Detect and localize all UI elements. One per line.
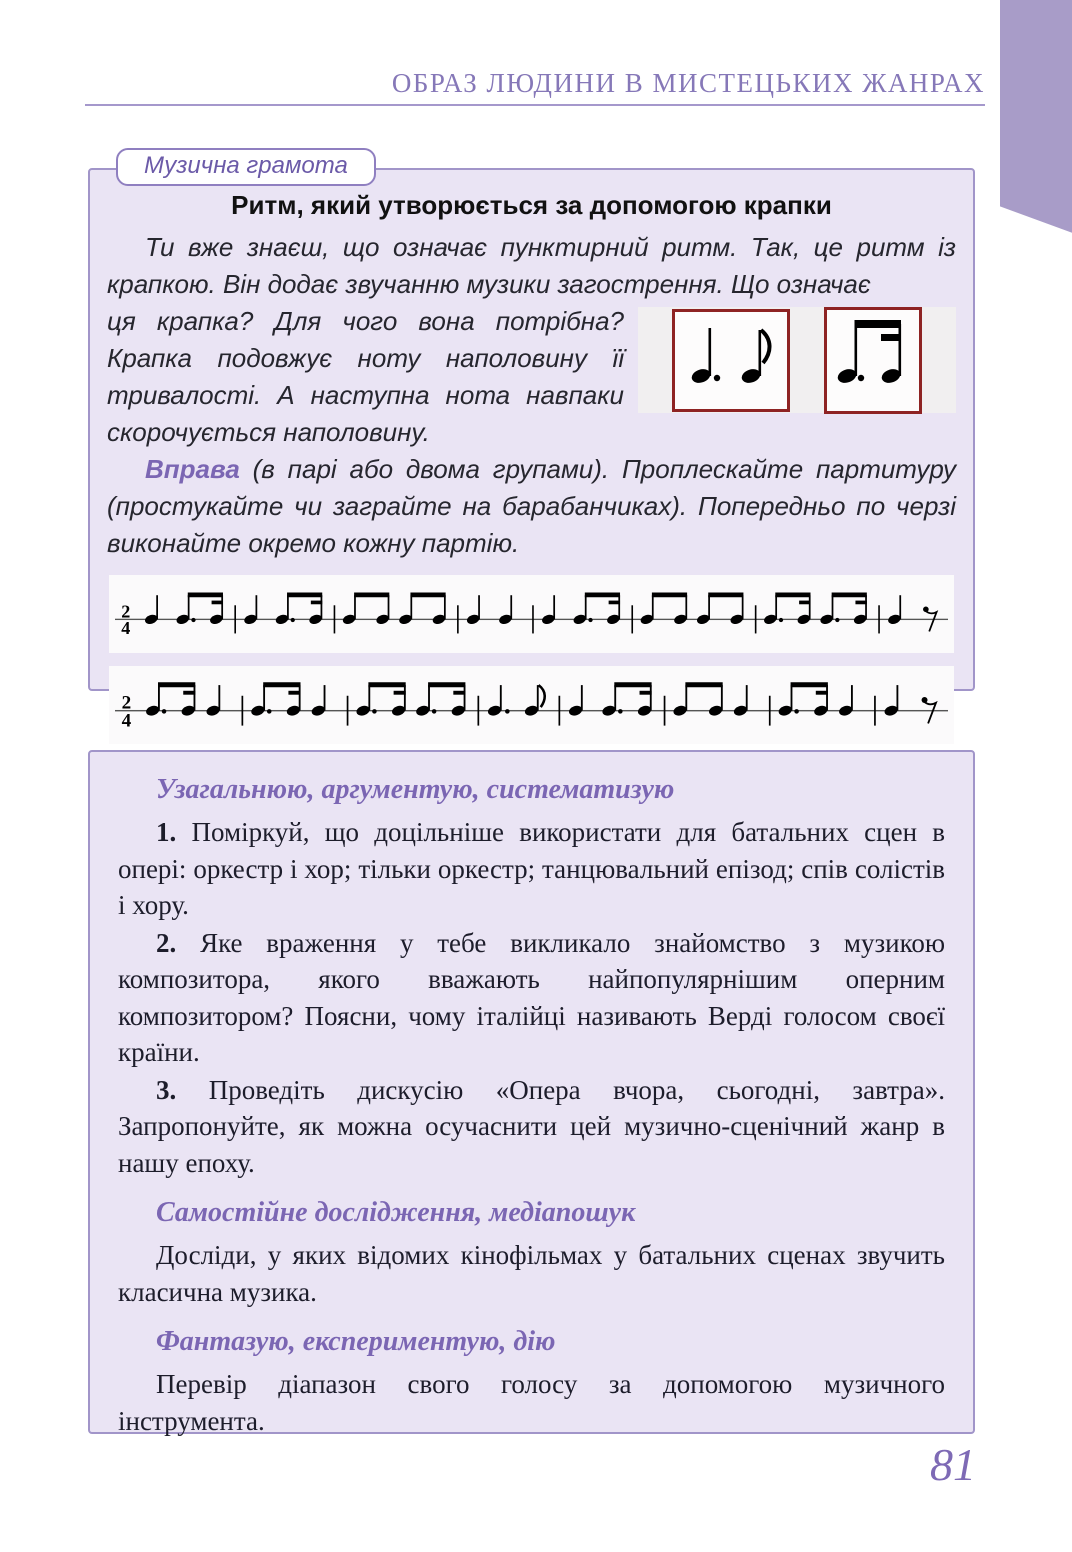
svg-text:4: 4 <box>121 618 131 639</box>
task-2-text: Яке враження у тебе викликало знайомство з музикою композитора, якого вважають найпопулярнішим оперним композитором? Поясни, чому італійці називають Верді голосом своєї країни. <box>118 927 946 1067</box>
music-literacy-box <box>88 152 975 732</box>
task-3-text: Проведіть дискусію «Опера вчора, сьогодні, завтра». Запропонуйте, як можна осучаснити цей музично-сценічний жанр в нашу епоху. <box>118 1074 945 1178</box>
section-heading-research: Самостійне дослідження, медіапошук <box>156 1197 636 1228</box>
section-heading-fantasy: Фантазую, експериментую, дію <box>156 1326 556 1357</box>
intro-paragraph-part1: Ти вже знаєш, що означає пунктирний ритм. Так, це ритм із крапкою. Він додає звучанню музики загострення. Що означає <box>107 232 956 299</box>
page-number: 81 <box>930 1439 976 1490</box>
task-3-number: 3. <box>156 1074 177 1105</box>
tasks-box <box>88 750 975 1434</box>
intro-paragraph-part2-wrap <box>107 303 956 451</box>
svg-text:4: 4 <box>121 710 132 732</box>
exercise-label: Вправа <box>145 454 240 484</box>
dotted-quarter-plus-eighth-icon <box>672 309 790 412</box>
task-1-text: Поміркуй, що доцільніше використати для батальних сцен в опері: оркестр і хор; тільки оркестр; танцювальний епізод; спів солістів і хору. <box>118 817 946 920</box>
task-1-number: 1. <box>156 817 177 847</box>
header-rule <box>85 104 985 106</box>
exercise-paragraph <box>107 451 956 562</box>
notation-examples-strip <box>638 307 956 413</box>
task-item-3 <box>118 1072 945 1182</box>
dotted-eighth-plus-sixteenth-icon <box>824 307 922 414</box>
svg-text:2: 2 <box>121 601 131 622</box>
corner-decoration <box>1000 0 1072 240</box>
task-item-1 <box>118 814 945 924</box>
task-2-number: 2. <box>156 927 177 958</box>
svg-text:2: 2 <box>121 692 132 714</box>
exercise-text: (в парі або двома групами). Проплескайте партитуру (простукайте чи заграйте на барабанчиках). Попередньо по черзі виконайте окремо кожну партію. <box>107 454 956 558</box>
task-item-2 <box>118 925 945 1071</box>
research-text: Досліди, у яких відомих кінофільмах у батальних сценах звучить класична музика. <box>118 1240 945 1307</box>
running-head: ОБРАЗ ЛЮДИНИ В МИСТЕЦЬКИХ ЖАНРАХ <box>391 68 985 98</box>
rhythm-stave-1 <box>109 575 954 653</box>
section-heading-generalize: Узагальнюю, аргументую, систематизую <box>156 774 675 805</box>
intro-paragraph-part2: ця крапка? Для чого вона потрібна? Крапка подовжує ноту наполовину її тривалості. А наступна нота навпаки скорочується наполовину. <box>107 306 624 447</box>
music-box-title: Ритм, який утворюється за допомогою крапки <box>231 190 832 220</box>
rhythm-stave-2 <box>109 666 954 744</box>
fantasy-text: Перевір діапазон свого голосу за допомогою музичного інструмента. <box>118 1369 945 1436</box>
music-literacy-tab: Музична грамота <box>116 148 376 186</box>
